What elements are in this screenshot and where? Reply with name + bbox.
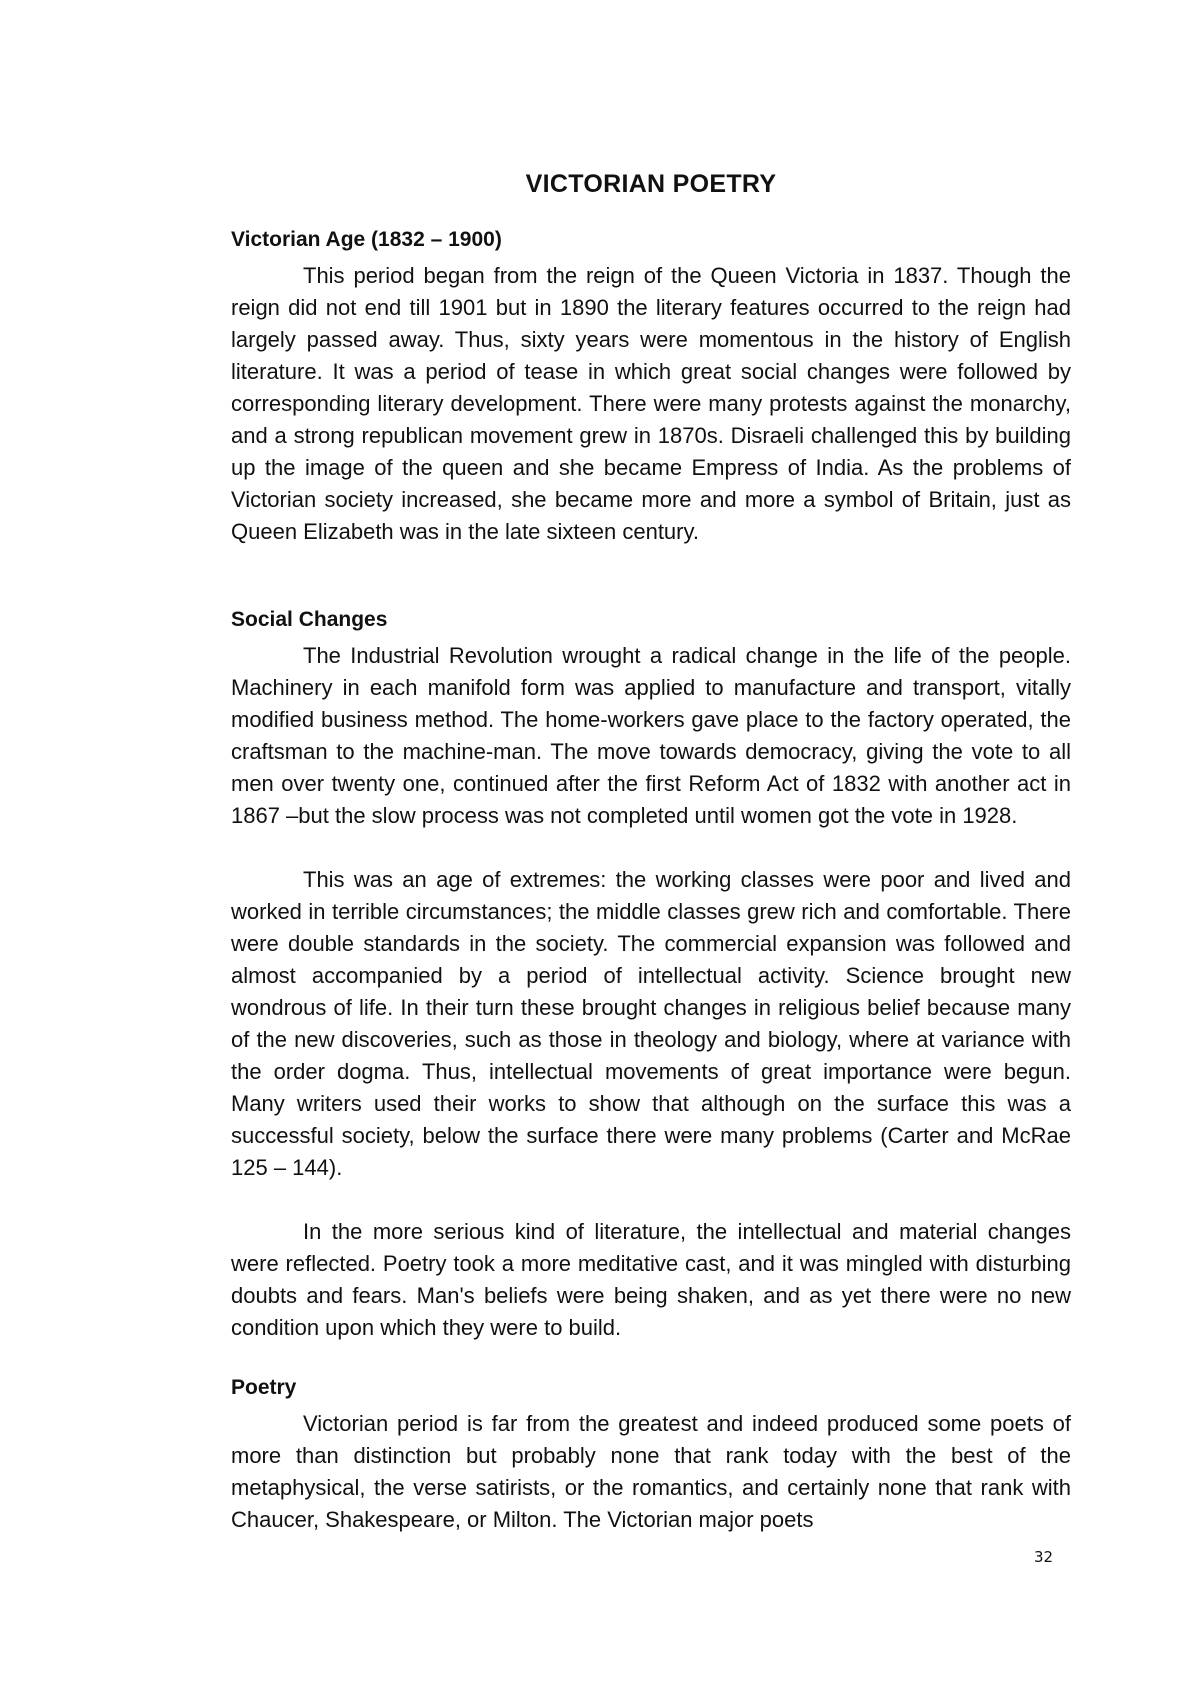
section-heading-poetry: Poetry xyxy=(231,1376,297,1399)
paragraph-victorian-poetry: Victorian period is far from the greatest and indeed produced some poets of more than distinction but probably none that rank today with the best of the metaphysical, the verse satirists, or the romantics, and certainly none that rank with Chaucer, Shakespeare, or Milton. The Victorian major poets xyxy=(231,1411,1071,1532)
paragraph-industrial-revolution: The Industrial Revolution wrought a radical change in the life of the people. Machinery in each manifold form was applied to manufacture and transport, vitally modified business method. The home-workers gave place to the factory operated, the craftsman to the machine-man. The move towards democracy, giving the vote to all men over twenty one, continued after the first Reform Act of 1832 with another act in 1867 –but the slow process was not completed until women got the vote in 1928. xyxy=(231,643,1071,828)
paragraph-serious-literature: In the more serious kind of literature, the intellectual and material changes were reflected. Poetry took a more meditative cast, and it was mingled with disturbing doubts and fears. Man's beliefs were being shaken, and as yet there were no new condition upon which they were to build. xyxy=(231,1219,1071,1340)
paragraph-victorian-age: This period began from the reign of the Queen Victoria in 1837. Though the reign did not end till 1901 but in 1890 the literary features occurred to the reign had largely passed away. Thus, sixty years were momentous in the history of English literature. It was a period of tease in which great social changes were followed by corresponding literary development. There were many protests against the monarchy, and a strong republican movement grew in 1870s. Disraeli challenged this by building up the image of the queen and she became Empress of India. As the problems of Victorian society increased, she became more and more a symbol of Britain, just as Queen Elizabeth was in the late sixteen century. xyxy=(231,263,1071,544)
document-page xyxy=(231,0,1071,1696)
section-heading-social-changes: Social Changes xyxy=(231,608,388,631)
paragraph-age-of-extremes: This was an age of extremes: the working classes were poor and lived and worked in terrible circumstances; the middle classes grew rich and comfortable. There were double standards in the society. The commercial expansion was followed and almost accompanied by a period of intellectual activity. Science brought new wondrous of life. In their turn these brought changes in religious belief because many of the new discoveries, such as those in theology and biology, where at variance with the order dogma. Thus, intellectual movements of great importance were begun. Many writers used their works to show that although on the surface this was a successful society, below the surface there were many problems (Carter and McRae 125 – 144). xyxy=(231,867,1071,1180)
page-title: VICTORIAN POETRY xyxy=(525,170,777,198)
page-number: 32 xyxy=(1034,1548,1054,1566)
section-heading-victorian-age: Victorian Age (1832 – 1900) xyxy=(231,228,502,251)
